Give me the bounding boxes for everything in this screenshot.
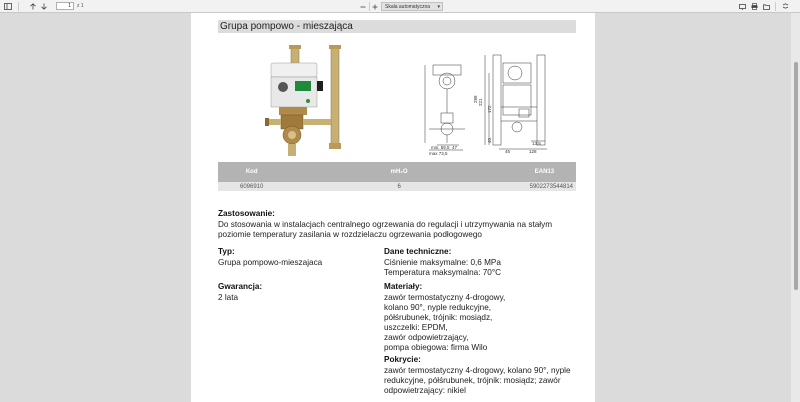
- previous-page-icon[interactable]: [29, 2, 36, 11]
- zastosowanie-line-2: poziomie temperatury zasilania w rozdzielaczu ogrzewania podłogowego: [218, 230, 482, 239]
- typ-value: Grupa pompowo-mieszajaca: [218, 258, 323, 267]
- dim-172: 172: [487, 105, 492, 113]
- page-number-input[interactable]: 1: [56, 2, 74, 10]
- sidebar-toggle-icon[interactable]: [3, 2, 12, 11]
- column-header-kod: Kod: [218, 162, 285, 182]
- product-photo: [263, 43, 363, 159]
- cell-ean13: 5902273544814: [513, 182, 576, 191]
- column-header-mh2o: mH₂O: [285, 162, 513, 182]
- viewer-toolbar: [0, 0, 800, 13]
- zoom-value: Skala automatyczna: [385, 4, 431, 10]
- zoom-out-icon[interactable]: [359, 2, 367, 11]
- pokrycie-line-1: zawór termostatyczny 4-drogowy, kolano 90°, nyple: [384, 366, 571, 375]
- dim-40: 40: [487, 137, 492, 143]
- materialy-line-5: zawór odpowietrzający,: [384, 333, 469, 342]
- materialy-line-3: półśrubunek, trójnik: mosiądz,: [384, 313, 493, 322]
- presentation-icon[interactable]: [738, 2, 746, 11]
- zoom-in-icon[interactable]: [371, 2, 379, 11]
- gwarancja-heading: Gwarancja:: [218, 282, 263, 291]
- dim-min: min. 69,5: [431, 145, 450, 150]
- print-icon[interactable]: [750, 2, 758, 11]
- cell-kod: 6096910: [218, 182, 285, 191]
- pokrycie-line-2: redukcyjne, półśrubunek, trójnik: mosiądz; zawór: [384, 376, 561, 385]
- document-page: [191, 13, 595, 402]
- dim-max: max 73,5: [429, 151, 448, 156]
- zoom-select[interactable]: [381, 2, 443, 11]
- materialy-heading: Materiały:: [384, 282, 423, 291]
- product-table: [218, 162, 576, 191]
- chevron-down-icon: ▾: [437, 4, 440, 10]
- page-count: z 1: [77, 3, 84, 9]
- dim-45: 45: [505, 149, 511, 154]
- dim-47: 47: [452, 145, 458, 150]
- cell-mh2o: 6: [285, 182, 513, 191]
- materialy-line-6: pompa obiegowa: firma Wilo: [384, 343, 488, 352]
- table-row: [218, 182, 576, 191]
- zastosowanie-line-1: Do stosowania w instalacjach centralnego ogrzewania do regulacji i utrzymywania na stałym: [218, 220, 553, 229]
- scrollbar-thumb[interactable]: [794, 62, 798, 290]
- materialy-line-2: kolano 90°, nyple redukcyjne,: [384, 303, 492, 312]
- dane-line-2: Temperatura maksymalna: 70°C: [384, 268, 502, 277]
- typ-heading: Typ:: [218, 247, 235, 256]
- dim-128: 128: [529, 149, 537, 154]
- materialy-line-4: uszczelki: EPDM,: [384, 323, 448, 332]
- page-title: Grupa pompowo - mieszająca: [218, 20, 576, 33]
- table-header-row: [218, 162, 576, 182]
- dane-line-1: Ciśnienie maksymalne: 0,6 MPa: [384, 258, 501, 267]
- column-header-ean13: EAN13: [513, 162, 576, 182]
- pokrycie-heading: Pokrycie:: [384, 355, 421, 364]
- dane-techniczne-heading: Dane techniczne:: [384, 247, 452, 256]
- dim-221: 221: [478, 98, 483, 106]
- materialy-line-1: zawór termostatyczny 4-drogowy,: [384, 293, 506, 302]
- gwarancja-value: 2 lata: [218, 293, 239, 302]
- more-tools-icon[interactable]: [781, 2, 789, 11]
- technical-drawing: [419, 51, 551, 156]
- dim-13-5: 13,5: [532, 141, 541, 146]
- next-page-icon[interactable]: [40, 2, 47, 11]
- pokrycie-line-3: odpowietrzający: nikiel: [384, 386, 466, 395]
- save-icon[interactable]: [762, 2, 770, 11]
- zastosowanie-heading: Zastosowanie:: [218, 209, 275, 218]
- dim-288: 288: [473, 95, 478, 103]
